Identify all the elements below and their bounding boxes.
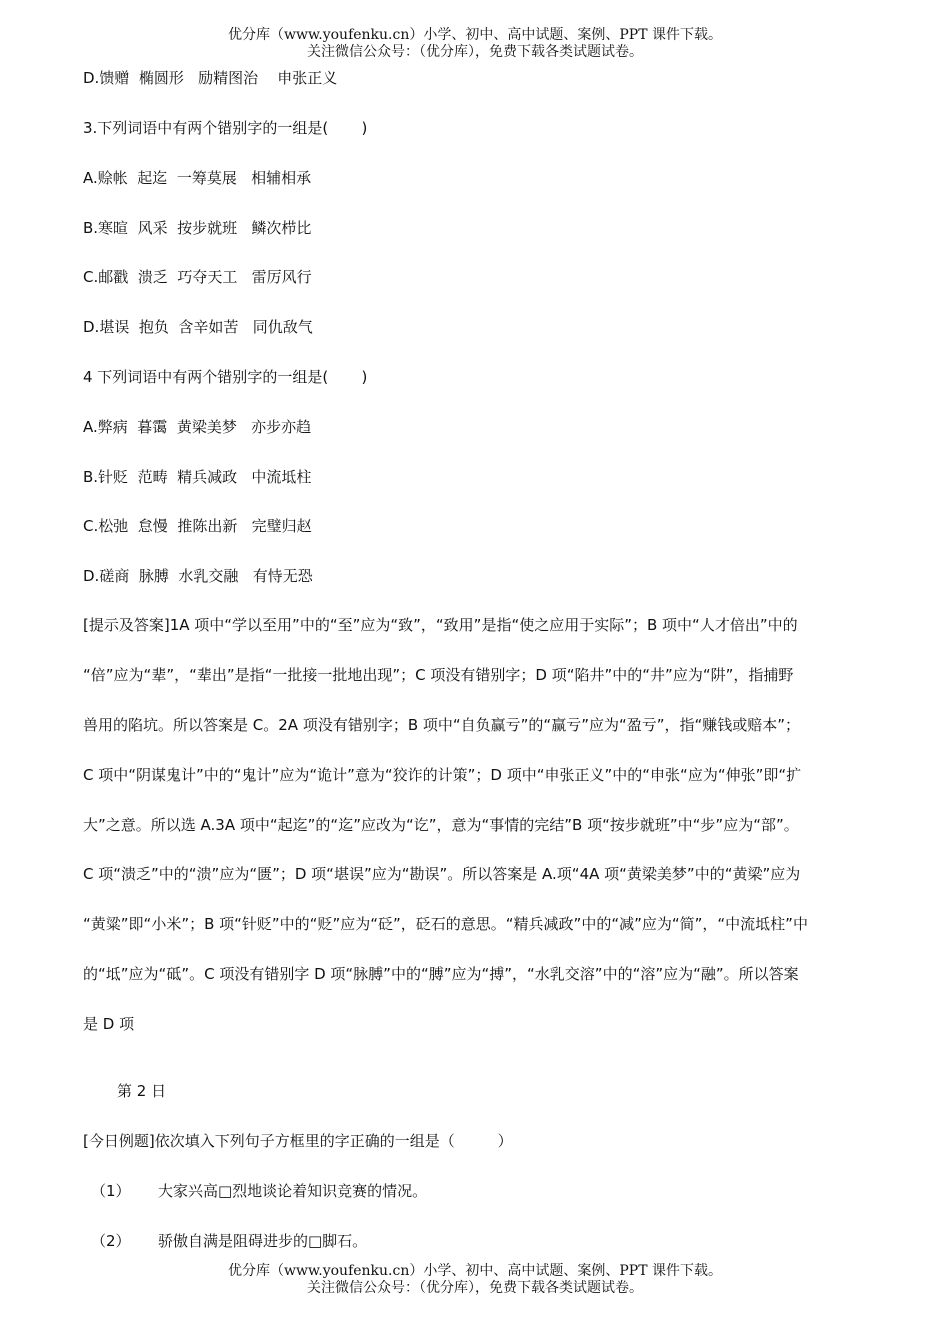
option-d-q4: D.磋商 脉膊 水乳交融 有恃无恐 xyxy=(83,567,313,585)
answer-line: “黄粱”即“小米”；B 项“针贬”中的“贬”应为“砭”，砭石的意思。“精兵减政”中的“减”应为“简”，“中流坻柱”中 xyxy=(83,915,808,933)
answer-line: 大”之意。所以选 A.3A 项中“起迄”的“迄”应改为“讫”，意为“事情的完结”B 项“按步就班”中“步”应为“部”。 xyxy=(83,816,799,834)
question-4: 4 下列词语中有两个错别字的一组是( ) xyxy=(83,368,368,386)
item-2-text: 骄傲自满是阻碍进步的□脚石。 xyxy=(158,1232,368,1250)
option-c-q3: C.邮戳 溃乏 巧夺天工 雷厉风行 xyxy=(83,268,312,286)
page-footer xyxy=(0,1263,950,1297)
item-1-text: 大家兴高□烈地谈论着知识竞赛的情况。 xyxy=(158,1182,428,1200)
option-d-q3: D.堪误 抱负 含辛如苦 同仇敌气 xyxy=(83,318,313,336)
footer-line-1: 优分库（www.youfenku.cn）小学、初中、高中试题、案例、PPT 课件下载。 xyxy=(227,1263,722,1279)
header-line-1: 优分库（www.youfenku.cn）小学、初中、高中试题、案例、PPT 课件下载。 xyxy=(227,27,722,43)
answer-line: [提示及答案]1A 项中“学以至用”中的“至”应为“致”，“致用”是指“使之应用于实际”；B 项中“人才倍出”中的 xyxy=(83,616,798,634)
option-b-q3: B.寒暄 风采 按步就班 鳞次栉比 xyxy=(83,219,312,237)
answer-line: 兽用的陷坑。所以答案是 C。2A 项没有错别字；B 项中“自负赢亏”的“赢亏”应为“盈亏”，指“赚钱或赔本”； xyxy=(83,716,801,734)
item-1-label: （1） xyxy=(91,1182,131,1200)
answer-line: 的“坻”应为“砥”。C 项没有错别字 D 项“脉膊”中的“膊”应为“搏”，“水乳交溶”中的“溶”应为“融”。所以答案 xyxy=(83,965,799,983)
example-prompt: [今日例题]依次填入下列句子方框里的字正确的一组是（ ） xyxy=(83,1132,513,1150)
option-d-q2: D.馈赠 椭圆形 励精图治 申张正义 xyxy=(83,69,338,87)
question-3: 3.下列词语中有两个错别字的一组是( ) xyxy=(83,119,368,137)
footer-line-2: 关注微信公众号：（优分库），免费下载各类试题试卷。 xyxy=(307,1280,643,1296)
answer-line: 是 D 项 xyxy=(83,1015,135,1033)
option-b-q4: B.针贬 范畴 精兵减政 中流坻柱 xyxy=(83,468,312,486)
option-a-q3: A.赊帐 起迄 一筹莫展 相辅相承 xyxy=(83,169,312,187)
header-line-2: 关注微信公众号：（优分库），免费下载各类试题试卷。 xyxy=(307,44,643,60)
section-heading: 第 2 日 xyxy=(117,1082,167,1100)
item-2-label: （2） xyxy=(91,1232,131,1250)
answer-line: C 项中“阴谋鬼计”中的“鬼计”应为“诡计”意为“狡诈的计策”；D 项中“申张正义”中的“申张“应为“伸张”即“扩 xyxy=(83,766,802,784)
answer-line: “倍”应为“辈”，“辈出”是指“一批接一批地出现”；C 项没有错别字；D 项“陷井”中的“井”应为“阱”，指捕野 xyxy=(83,666,794,684)
page-header xyxy=(0,27,950,61)
answer-line: C 项“溃乏”中的“溃”应为“匮”；D 项“堪误”应为“勘误”。所以答案是 A.项“4A 项“黄梁美梦”中的“黄梁”应为 xyxy=(83,865,801,883)
option-c-q4: C.松弛 怠慢 推陈出新 完璧归赵 xyxy=(83,517,312,535)
option-a-q4: A.弊病 暮霭 黄梁美梦 亦步亦趋 xyxy=(83,418,312,436)
